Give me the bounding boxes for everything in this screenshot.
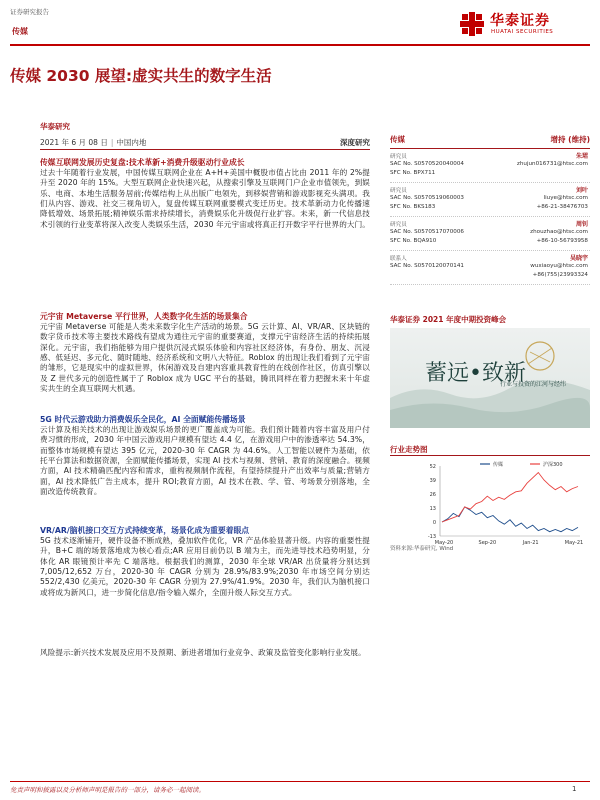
section-body: 云计算及相关技术的出现让游戏娱乐场景的更广覆盖成为可能。我们预计随着内容丰富及用户付费习惯的形成，2030 年中国云游戏用户规模有望达 4.4 亿，在游戏用户中的渗透率达 54.3%，而整体市场规模有望达 395 亿元，2020-30 年 CAGR 为 44.6%。人工智能以硬件为基础，依托平台算法和数据资源，全面赋能传播场景，实现 AI 技术与视频、营销、教育的深度融合。视频方面，AI 技术精确匹配内容和需求，重构视频制作流程，有望持续提升产出效率与质量;营销方面，AI 技术降低广告主成本，提升 ROI;教育方面，AI 技术在教、学、管、考场景分别落地，全面改造传统教育。 [40,425,370,497]
x-tick-label: Sep-20 [478,540,497,546]
section-heading: 元宇宙 Metaverse 平行世界，人类数字化生活的场景集合 [40,312,248,321]
header-divider [10,44,590,46]
analyst-email[interactable]: zhujun016731@htsc.com [516,161,588,167]
analyst-phone: +86-21-38476703 [536,204,588,210]
section-heading: VR/AR/脑机接口交互方式持续变革，场景化成为重要着眼点 [40,526,250,535]
report-title: 传媒 2030 展望:虚实共生的数字生活 [10,67,272,85]
y-tick-label: -13 [427,533,436,540]
analyst-card [390,251,590,285]
risk-warning: 风险提示:新兴技术发展及应用不及预期、新进者增加行业竞争、政策及监管变化影响行业发展。 [40,648,366,657]
section-history [40,158,370,230]
analyst-role: 研究员 [390,222,407,228]
banner-sub-text: 行业与投资的江河与经纬 [500,381,567,388]
analyst-card [390,217,590,251]
logo-chinese-name: 华泰证券 [490,13,550,29]
region: 中国内地 [116,138,147,147]
analyst-phone: +86-10-56793958 [536,238,588,244]
y-tick-label: 13 [429,505,436,512]
analyst-name: 吴晓宇 [569,255,588,262]
analyst-sfc: SFC No. BKS183 [390,204,436,210]
trend-chart [390,460,590,552]
x-tick-label: Jan-21 [522,540,539,546]
legend-label: 传媒 [493,462,504,468]
analyst-role: 联系人 [390,256,407,262]
section-vr-ar [40,526,370,598]
analyst-email[interactable]: wuxiaoyu@htsc.com [530,263,588,269]
analyst-card [390,149,590,183]
footer-divider [10,781,590,782]
rating-sector: 传媒 [390,135,405,144]
date-divider [40,149,370,150]
chart-source: 资料来源:华泰研究, Wind [390,546,454,552]
section-risk [40,648,370,658]
conference-title: 华泰证券 2021 年度中期投资峰会 [390,315,507,324]
analyst-phone: +86(755)23993324 [532,272,588,278]
analyst-sfc: SFC No. BQA910 [390,238,437,244]
section-body: 5G 技术逐渐铺开，硬件设备不断成熟，叠加软件优化，VR 产品体验显著升级。内容的重要性提升，B+C 端的场景落地成为核心看点;AR 应用目前仍以 B 端为主，而先进导技术趋势明显，分体化 AR 眼镜预计率先 C 端落地。根据我们的测算，2030 年全球 VR/AR 出货量将分别达到 7,005/12,652 万台，2020-30 年 CAGR 分别为 28.9%/83.9%;2030 年市场空间分别达 552/2,430 亿美元，2020-30 年 CAGR 分别为 27.9%/41.9%。2030 年，我们认为脑机接口或将成为新风口，进一步简化信息/指令输入媒介，全面升级人际交互方式。 [40,536,370,597]
banner-main-text: 蓄远•致新 [425,361,526,386]
report-date: 2021 年 6 月 08 日 [40,138,108,147]
disclaimer-note: 免责声明和披露以及分析师声明是报告的一部分，请务必一起阅读。 [10,786,205,794]
rating-value: 增持 (维持) [550,135,590,144]
section-heading: 5G 时代云游戏助力消费娱乐全民化，AI 全面赋能传播场景 [40,415,246,424]
section-heading: 传媒互联网发展历史复盘:技术革新+消费升级驱动行业成长 [40,158,245,167]
section-metaverse [40,312,370,394]
huatai-logo-icon [458,10,486,38]
y-tick-label: 26 [429,491,436,498]
analyst-role: 研究员 [390,154,407,160]
sector-label: 传媒 [12,27,28,36]
banner-art [390,328,590,428]
analyst-email[interactable]: liuye@htsc.com [543,195,588,201]
analyst-name: 周钊 [575,221,588,228]
conference-banner[interactable] [390,328,590,428]
y-tick-label: 0 [432,519,436,526]
y-tick-label: 52 [429,463,436,470]
report-kind: 深度研究 [340,138,370,147]
x-tick-label: May-21 [564,540,584,546]
section-body: 过去十年随着行业发展，中国传媒互联网企业在 A+H+美国中概股市值占比由 2011 年的 2%提升至 2020 年的 15%。大型互联网企业快速兴起，从搜索引擎及互联网门户企业市值领先，到娱乐、电商、本地生活服务居前;传媒结构上从出版广电领先，到移娱营销和游戏影视充头满项。我们从内容、游戏、社交三视角切入，复盘传媒互联网重要模式变迁历史。技术革新动力化传播速降低增效、场景拓展;精神娱乐需求持续增长，消费娱乐化升级促行业扩容。未来，新一代信息技术引领的行业变革将深入改变人类娱乐生活，2030 年元宇宙或将真正打开数字平行世界的大门。 [40,168,370,229]
analyst-sac: SAC No. S0570517070006 [390,229,464,235]
rating-header [390,134,590,149]
analyst-sac: SAC No. S0570519060003 [390,195,464,201]
x-tick-label: May-20 [434,540,454,546]
page-number: 1 [572,785,577,793]
analyst-card [390,183,590,217]
analyst-sac: SAC No. S0570120070141 [390,263,464,269]
research-brand: 华泰研究 [40,122,70,131]
chart-title: 行业走势图 [390,445,428,454]
report-type-label: 证券研究报告 [10,8,49,16]
legend-label: 沪深300 [543,462,563,468]
huatai-logo [458,8,588,42]
analyst-role: 研究员 [390,188,407,194]
analyst-sfc: SFC No. BPX711 [390,170,436,176]
analyst-email[interactable]: zhouzhao@htsc.com [530,229,588,235]
y-tick-label: 39 [429,477,436,484]
analyst-name: 朱珺 [575,153,588,160]
chart-title-divider [390,455,590,456]
date-line: 2021 年 6 月 08 日 | 中国内地 [40,138,147,147]
analyst-panel [390,134,590,285]
analyst-name: 刘叶 [575,187,588,194]
logo-english-name: HUATAI SECURITIES [491,29,554,35]
section-body: 元宇宙 Metaverse 可能是人类未来数字化生产活动的场景。5G 云计算、AI、VR/AR、区块链的数字货币技术等主要技术路线有望成为通往元宇宙的重要赛道，支撑元宇宙经济生活的持续拓展深化。元宇宙，我们指能够为用户提供沉浸式娱乐体验和内容社区经济体，有身份、朋友、沉浸感、低延迟、多元化、随时随地、经济系统和文明八大特征。Roblox 的出现让我们看到了元宇宙的雏形，它是现实中的虚拟世界，休闲游戏及自建内容重具教育性的在线创作社区，仿真引擎以及 Z 世代多元的创造性属于了 Roblox 成为 UGC 平台的基础，腾讯同样在着力把握未来十年虚实共生的全真互联网大机遇。 [40,322,370,394]
series-line [442,473,578,523]
analyst-sac: SAC No. S0570520040004 [390,161,464,167]
section-cloud-gaming [40,415,370,497]
